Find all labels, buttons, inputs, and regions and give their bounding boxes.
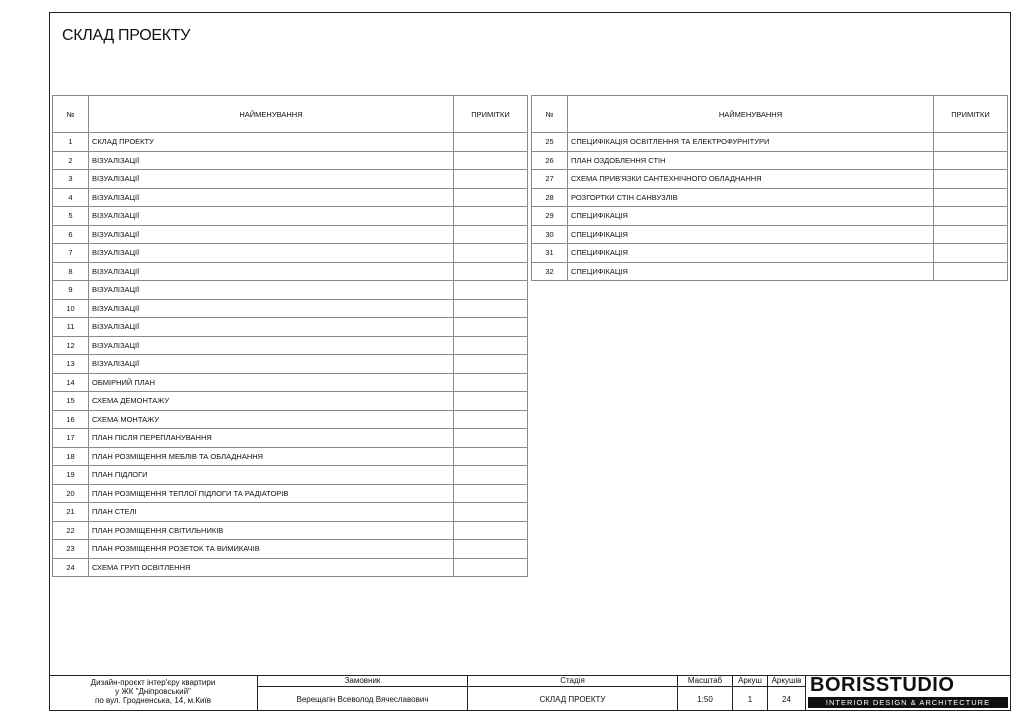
table-row (53, 521, 528, 540)
row-name: СПЕЦИФІКАЦІЯ (568, 244, 934, 263)
row-name: ПЛАН ПІДЛОГИ (89, 466, 454, 485)
row-notes (454, 521, 528, 540)
row-name: ВІЗУАЛІЗАЦІЇ (89, 299, 454, 318)
row-number: 9 (53, 281, 89, 300)
table-row (53, 318, 528, 337)
table-row (53, 503, 528, 522)
table-row (53, 429, 528, 448)
row-notes (454, 244, 528, 263)
row-notes (454, 466, 528, 485)
row-name: СХЕМА ГРУП ОСВІТЛЕННЯ (89, 558, 454, 577)
stage-label: Стадія (468, 675, 678, 686)
table-row (53, 355, 528, 374)
row-notes (454, 262, 528, 281)
row-notes (934, 244, 1008, 263)
row-name: РОЗГОРТКИ СТІН САНВУЗЛІВ (568, 188, 934, 207)
contents-table-left (52, 95, 528, 577)
table-row (532, 244, 1008, 263)
table-row (53, 336, 528, 355)
row-name: СХЕМА МОНТАЖУ (89, 410, 454, 429)
row-name: ОБМІРНИЙ ПЛАН (89, 373, 454, 392)
row-number: 30 (532, 225, 568, 244)
scale-value: 1:50 (678, 686, 733, 711)
row-name: ВІЗУАЛІЗАЦІЇ (89, 318, 454, 337)
row-notes (454, 484, 528, 503)
row-name: ВІЗУАЛІЗАЦІЇ (89, 262, 454, 281)
table-row (532, 262, 1008, 281)
table-row (53, 447, 528, 466)
row-notes (454, 299, 528, 318)
table-row (53, 466, 528, 485)
table-row (53, 151, 528, 170)
table-row (53, 410, 528, 429)
header-notes: ПРИМІТКИ (934, 96, 1008, 133)
header-num: № (53, 96, 89, 133)
row-number: 17 (53, 429, 89, 448)
row-number: 31 (532, 244, 568, 263)
row-name: СПЕЦИФІКАЦІЯ (568, 225, 934, 244)
row-name: ПЛАН СТЕЛІ (89, 503, 454, 522)
row-number: 6 (53, 225, 89, 244)
row-name: ПЛАН РОЗМІЩЕННЯ МЕБЛІВ ТА ОБЛАДНАННЯ (89, 447, 454, 466)
table-row (53, 392, 528, 411)
row-name: ВІЗУАЛІЗАЦІЇ (89, 207, 454, 226)
table-row (532, 133, 1008, 152)
row-number: 21 (53, 503, 89, 522)
row-name: ВІЗУАЛІЗАЦІЇ (89, 151, 454, 170)
row-number: 23 (53, 540, 89, 559)
table-row (53, 540, 528, 559)
header-num: № (532, 96, 568, 133)
project-line-2: у ЖК "Дніпровський" (115, 687, 191, 696)
table-row (53, 207, 528, 226)
row-notes (454, 540, 528, 559)
row-notes (454, 188, 528, 207)
row-notes (454, 373, 528, 392)
row-notes (454, 447, 528, 466)
row-number: 28 (532, 188, 568, 207)
row-notes (934, 133, 1008, 152)
row-number: 2 (53, 151, 89, 170)
row-number: 4 (53, 188, 89, 207)
page-title: СКЛАД ПРОЕКТУ (62, 27, 191, 44)
table-header-row (532, 96, 1008, 133)
row-number: 13 (53, 355, 89, 374)
table-row (532, 188, 1008, 207)
logo-tagline: INTERIOR DESIGN & ARCHITECTURE (808, 697, 1008, 708)
table-row (53, 281, 528, 300)
row-name: ПЛАН РОЗМІЩЕННЯ ТЕПЛОЇ ПІДЛОГИ ТА РАДІАТОРІВ (89, 484, 454, 503)
header-name: НАЙМЕНУВАННЯ (568, 96, 934, 133)
row-name: ВІЗУАЛІЗАЦІЇ (89, 225, 454, 244)
row-notes (454, 429, 528, 448)
row-notes (934, 225, 1008, 244)
row-name: ПЛАН РОЗМІЩЕННЯ СВІТИЛЬНИКІВ (89, 521, 454, 540)
row-notes (454, 318, 528, 337)
table-row (532, 225, 1008, 244)
row-number: 27 (532, 170, 568, 189)
table-row (53, 188, 528, 207)
row-name: ВІЗУАЛІЗАЦІЇ (89, 188, 454, 207)
sheets-value: 24 (768, 686, 806, 711)
row-name: ВІЗУАЛІЗАЦІЇ (89, 281, 454, 300)
row-number: 32 (532, 262, 568, 281)
row-number: 14 (53, 373, 89, 392)
row-name: ВІЗУАЛІЗАЦІЇ (89, 244, 454, 263)
project-line-1: Дизайн-проєкт інтер'єру квартири (90, 678, 216, 687)
table-row (53, 262, 528, 281)
row-notes (934, 188, 1008, 207)
project-line-3: по вул. Гродненська, 14, м.Київ (95, 696, 211, 705)
row-name: ПЛАН РОЗМІЩЕННЯ РОЗЕТОК ТА ВИМИКАЧІВ (89, 540, 454, 559)
row-number: 22 (53, 521, 89, 540)
row-name: ВІЗУАЛІЗАЦІЇ (89, 355, 454, 374)
row-number: 11 (53, 318, 89, 337)
row-name: СПЕЦИФІКАЦІЯ (568, 207, 934, 226)
row-notes (454, 133, 528, 152)
row-notes (454, 558, 528, 577)
row-name: ПЛАН ОЗДОБЛЕННЯ СТІН (568, 151, 934, 170)
row-name: СХЕМА ДЕМОНТАЖУ (89, 392, 454, 411)
row-number: 24 (53, 558, 89, 577)
row-number: 29 (532, 207, 568, 226)
table-row (53, 558, 528, 577)
row-number: 15 (53, 392, 89, 411)
row-notes (934, 262, 1008, 281)
stage-value: СКЛАД ПРОЕКТУ (468, 686, 678, 711)
sheet-value: 1 (733, 686, 768, 711)
row-notes (454, 410, 528, 429)
row-notes (454, 207, 528, 226)
row-notes (934, 170, 1008, 189)
row-number: 5 (53, 207, 89, 226)
table-row (532, 170, 1008, 189)
header-notes: ПРИМІТКИ (454, 96, 528, 133)
table-row (53, 170, 528, 189)
table-row (53, 133, 528, 152)
row-notes (454, 225, 528, 244)
sheet-label: Аркуш (733, 675, 768, 686)
row-number: 8 (53, 262, 89, 281)
table-row (532, 207, 1008, 226)
table-row (53, 373, 528, 392)
row-name: СКЛАД ПРОЕКТУ (89, 133, 454, 152)
table-header-row (53, 96, 528, 133)
row-notes (454, 392, 528, 411)
row-notes (454, 503, 528, 522)
row-notes (454, 336, 528, 355)
row-number: 12 (53, 336, 89, 355)
row-number: 7 (53, 244, 89, 263)
row-number: 10 (53, 299, 89, 318)
row-notes (454, 151, 528, 170)
row-number: 25 (532, 133, 568, 152)
table-row (53, 299, 528, 318)
row-number: 19 (53, 466, 89, 485)
row-name: СПЕЦИФІКАЦІЯ (568, 262, 934, 281)
table-row (53, 244, 528, 263)
row-notes (454, 281, 528, 300)
client-label: Замовник (258, 675, 468, 686)
row-number: 16 (53, 410, 89, 429)
row-number: 20 (53, 484, 89, 503)
header-name: НАЙМЕНУВАННЯ (89, 96, 454, 133)
row-name: ВІЗУАЛІЗАЦІЇ (89, 170, 454, 189)
sheets-label: Аркушів (768, 675, 806, 686)
row-name: ВІЗУАЛІЗАЦІЇ (89, 336, 454, 355)
row-number: 26 (532, 151, 568, 170)
logo-wordmark: BORISSTUDIO (810, 674, 955, 696)
row-name: СХЕМА ПРИВ'ЯЗКИ САНТЕХНІЧНОГО ОБЛАДНАННЯ (568, 170, 934, 189)
contents-table-right (531, 95, 1008, 281)
row-notes (934, 151, 1008, 170)
row-number: 1 (53, 133, 89, 152)
scale-label: Масштаб (678, 675, 733, 686)
row-notes (454, 355, 528, 374)
table-row (53, 225, 528, 244)
row-name: СПЕЦИФІКАЦІЯ ОСВІТЛЕННЯ ТА ЕЛЕКТРОФУРНІТУРИ (568, 133, 934, 152)
project-description (49, 675, 258, 711)
row-notes (934, 207, 1008, 226)
table-row (53, 484, 528, 503)
row-name: ПЛАН ПІСЛЯ ПЕРЕПЛАНУВАННЯ (89, 429, 454, 448)
client-value: Верещагін Всеволод Вячеславович (258, 686, 468, 711)
row-number: 3 (53, 170, 89, 189)
row-number: 18 (53, 447, 89, 466)
table-row (532, 151, 1008, 170)
company-logo (808, 676, 1008, 709)
row-notes (454, 170, 528, 189)
